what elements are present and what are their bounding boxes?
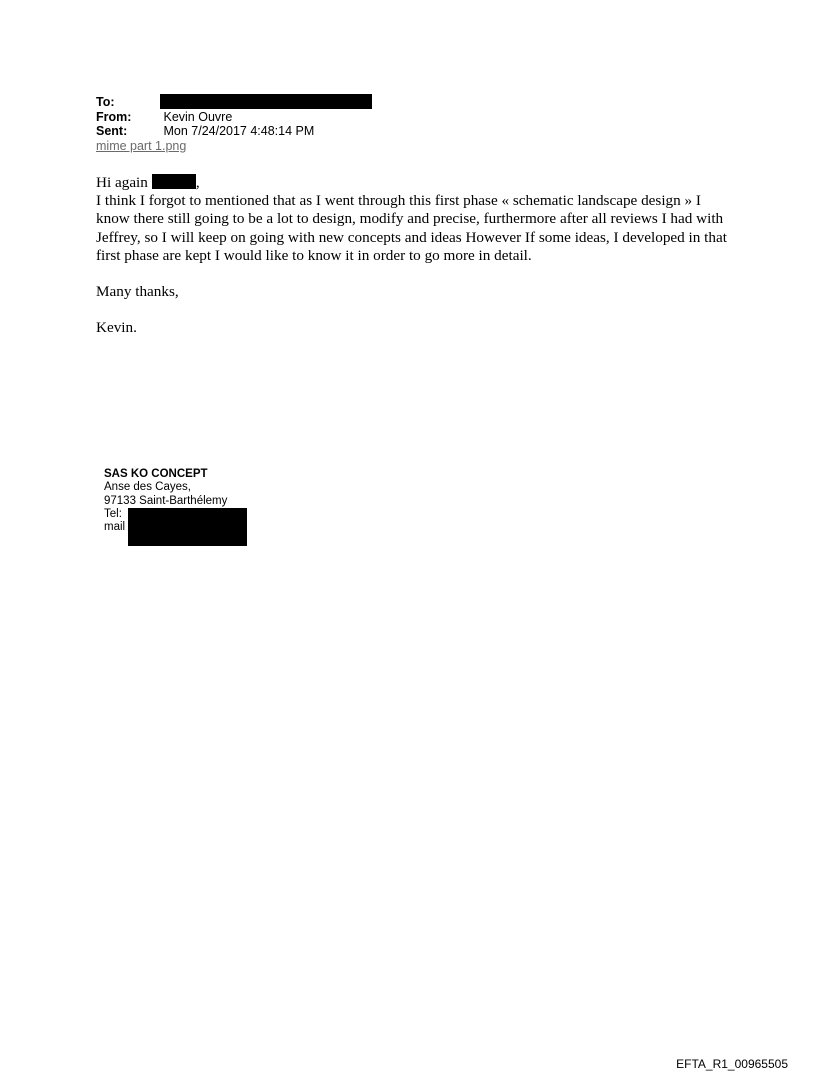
from-value: Kevin Ouvre (163, 109, 233, 124)
sent-row (96, 124, 314, 139)
attachment-row (96, 139, 314, 154)
body-paragraph: I think I forgot to mentioned that as I went through this first phase « schematic landscape design » I know there still going to be a lot to design, modify and precise, furthermore after all reviews I had with Jeffrey, so I will keep on going with new concepts and ideas However If some ideas, I developed in that first phase are kept I would like to know it in order to go more in detail. (96, 192, 727, 264)
signature-address-line1: Anse des Cayes, (104, 481, 191, 494)
signature-address-line2: 97133 Saint-Barthélemy (104, 494, 228, 507)
signature-mail-label: mail (104, 521, 126, 534)
document-id: EFTA_R1_00965505 (676, 1057, 788, 1071)
sent-label: Sent: (96, 124, 128, 138)
signature-company: SAS KO CONCEPT (104, 468, 208, 480)
email-signature (104, 468, 227, 534)
greeting-comma: , (195, 174, 200, 191)
greeting-line (96, 174, 736, 192)
from-row (96, 110, 314, 125)
from-label: From: (96, 109, 132, 124)
email-body (96, 174, 736, 337)
greeting: Hi again (96, 174, 148, 191)
to-label: To: (96, 95, 115, 109)
signature-contact-redaction (128, 508, 247, 546)
to-row (96, 95, 314, 110)
thanks-line: Many thanks, (96, 283, 179, 301)
greeting-redaction (152, 174, 196, 189)
attachment-link[interactable]: mime part 1.png (96, 138, 187, 153)
email-header (96, 95, 314, 153)
signature-tel-label: Tel: (104, 507, 122, 520)
to-redaction (160, 94, 372, 109)
sent-value: Mon 7/24/2017 4:48:14 PM (163, 124, 315, 138)
sign-off: Kevin. (96, 319, 137, 337)
